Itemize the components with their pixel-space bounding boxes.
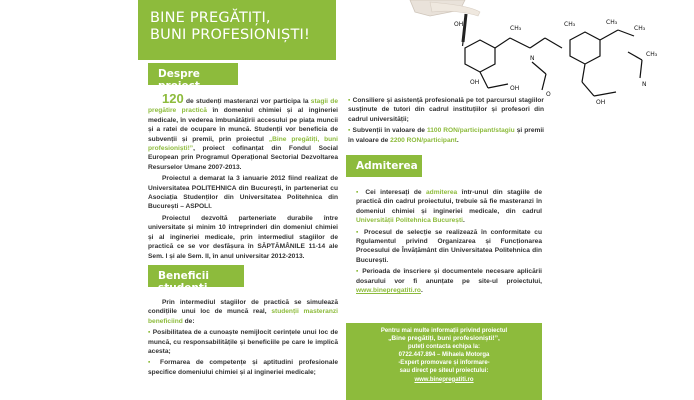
svg-text:CH₃: CH₃ (606, 19, 618, 26)
svg-text:N: N (530, 55, 535, 62)
admiterea-bullet-1: ▪ Cei interesați de admiterea într-unul din stagiile de practică din cadrul proiectului, trebuie să fie masteranzi în domeniul chimiei și ingineriei medicale, din cadrul Universității Politehnica București. (356, 189, 542, 225)
admiterea-bullet-2: ▪ Procesul de selecție se realizează în conformitate cu Rgulamentul privind Organizarea și Funcționarea Procesului de Învățământ din Universitatea Politehnica din București. (356, 228, 542, 264)
beneficii-bullet-1: ▪ Posibilitatea de a cunoaște nemijlocit cerințele unui loc de muncă, cu responsabilitățile și beneficiile pe care le implică acesta; (148, 329, 339, 356)
svg-text:CH₃: CH₃ (510, 25, 522, 32)
admiterea-bullet-3: ▪ Perioada de înscriere și documentele necesare aplicării dosarului vor fi anunțate pe site-ul proiectului, www.binepregatiti.ro. (356, 268, 542, 295)
student-count: 120 (162, 91, 184, 106)
svg-text:CH₃: CH₃ (646, 51, 658, 58)
bullet-icon: ▪ (148, 359, 161, 367)
right-bullet-2: ▪ Subvenții în valoare de 1100 RON/participant/stagiu și premii în valoare de 2200 RON/participant. (348, 127, 545, 144)
svg-text:CH₃: CH₃ (634, 25, 646, 32)
website-link[interactable]: www.binepregatiti.ro (356, 287, 421, 295)
bullet-icon: ▪ (356, 228, 365, 236)
despre-paragraph-1: 120 de studenți masteranzi vor participa la stagii de pregătire practică în domeniul chimiei și al ingineriei medicale, în vederea îmbunătățirii accesului pe piața muncii și a ratei de ocupare în muncă. Studenții vor beneficia de subvenții și premii, prin proiectul „Bine pregătiți, buni profesioniști!”, proiect cofinanțat din Fondul Social European prin Programul Operațional Sectorial Dezvoltarea Resurselor Umane 2007-2013. (148, 91, 339, 171)
bullet-icon: ▪ (348, 127, 353, 135)
beneficii-intro: Prin intermediul stagiilor de practică se simulează condițiile unui loc de muncă real, studenții masteranzi beneficiind de: (148, 299, 338, 325)
info-line-1: Pentru mai multe informații privind proiectul (380, 328, 508, 334)
bullet-icon: ▪ (356, 189, 366, 196)
despre-paragraph-3: Proiectul dezvoltă parteneriate durabile între universitate și minim 10 întreprinderi din domeniul chimiei și al ingineriei medicale, prin intermediul stagiilor de practică ce se vor desfășura în SĂPTĂMÂNILE 11-14 ale Sem. I și ale Sem. II, în anul universitar 2012-2013. (148, 214, 338, 260)
section-header-beneficii: Beneficii studenți (148, 265, 244, 287)
info-project-name: „Bine pregătiți, buni profesioniști!”, (388, 335, 500, 343)
info-phone: 0722.447.894 – Mihaela Motorga (398, 352, 490, 359)
bullet-icon: ▪ (148, 329, 153, 337)
info-line-3: puteți contacta echipa la: (407, 344, 480, 351)
chemistry-sketch-image (370, 0, 694, 110)
svg-text:OH: OH (510, 85, 520, 92)
svg-text:OH: OH (596, 99, 606, 106)
right-bullet-1: ▪ Consiliere și asistență profesională pe tot parcursul stagiilor susținute de tutori din cadrul instituțiilor și profesori din cadrul universității; (348, 97, 544, 123)
despre-paragraph-2: Proiectul a demarat la 3 ianuarie 2012 fiind realizat de Universitatea POLITEHNICA din București, în parteneriat cu Asociația Studenților din Universitatea Politehnica din București – ASPOLI. (148, 175, 338, 211)
bullet-icon: ▪ (356, 268, 363, 276)
info-role: -Expert promovare și informare- (398, 360, 490, 367)
info-website-link[interactable]: www.binepregatiti.ro (414, 376, 474, 383)
right-top-bullets (348, 96, 544, 147)
svg-text:OH: OH (470, 79, 480, 86)
bullet-icon: ▪ (348, 97, 353, 104)
svg-text:OH: OH (454, 21, 464, 28)
beneficii-bullet-2: ▪ Formarea de competențe și aptitudini profesionale specifice domeniului chimiei și al ingineriei medicale; (148, 359, 338, 376)
info-line-6: sau direct pe siteul proiectului: (399, 368, 489, 375)
admiterea-text-column (356, 188, 542, 297)
svg-text:CH₃: CH₃ (564, 21, 576, 28)
section-header-despre: Despre proiect (148, 63, 238, 85)
hero-title-line2: BUNI PROFESIONIȘTI! (150, 27, 310, 43)
svg-text:N: N (642, 81, 647, 88)
beneficii-text-column (148, 298, 338, 379)
hero-title (150, 10, 340, 44)
contact-info-box (346, 323, 542, 400)
despre-text-column (148, 91, 339, 263)
svg-text:O: O (546, 91, 551, 98)
section-header-admiterea: Admiterea (346, 155, 422, 177)
hero-title-line1: BINE PREGĂTIȚI, (150, 10, 271, 26)
